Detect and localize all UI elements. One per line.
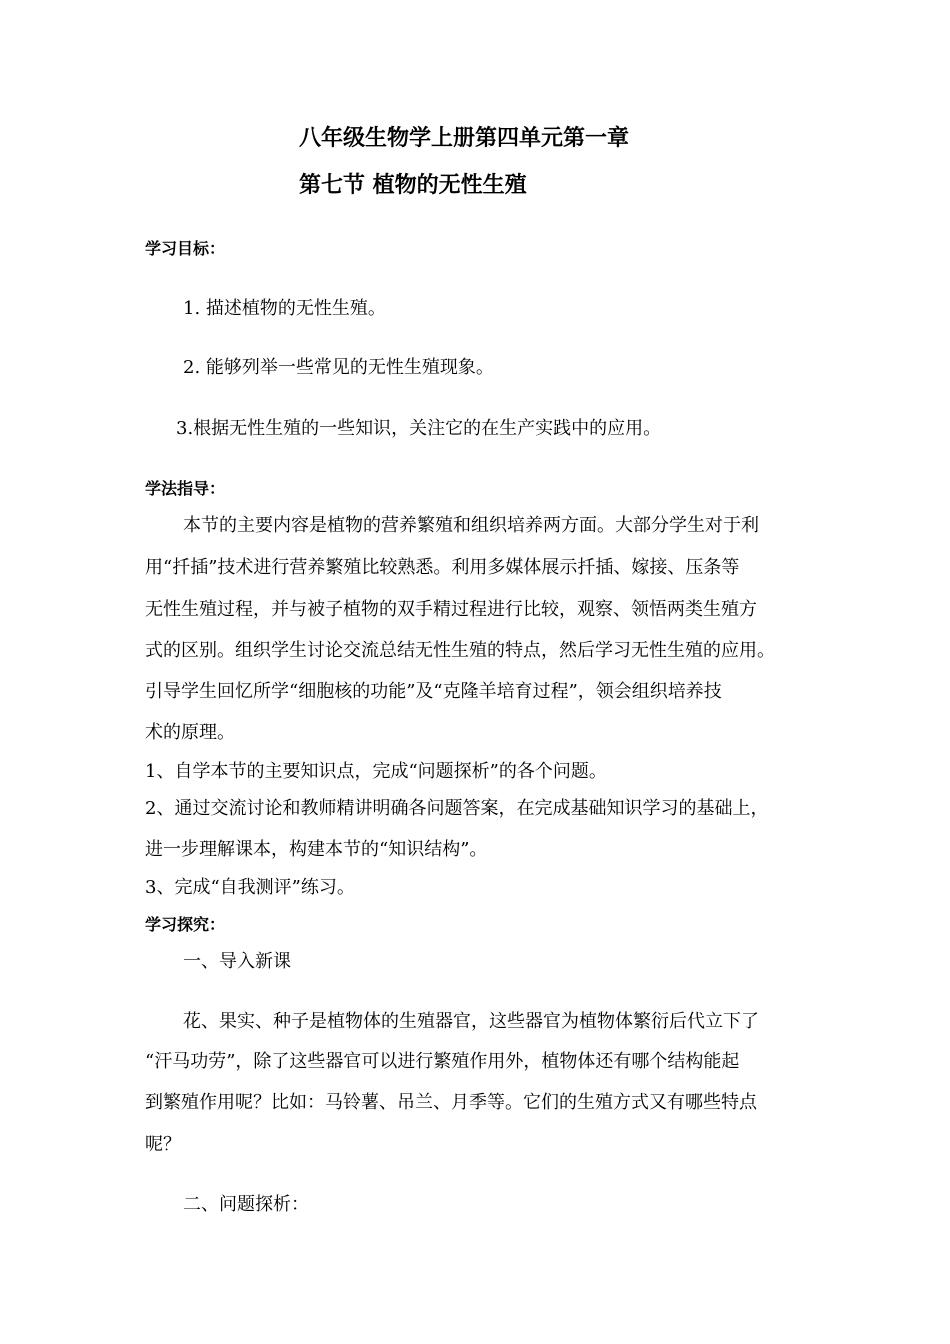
intro-paragraph-line: 花、果实、种子是植物体的生殖器官，这些器官为植物体繁衍后代立下了 (183, 1011, 759, 1032)
objective-item: 1. 描述植物的无性生殖。 (183, 298, 386, 319)
method-paragraph-line: 引导学生回忆所学“细胞核的功能”及“克隆羊培育过程”，领会组织培养技 (145, 681, 722, 702)
method-paragraph-line: 式的区别。组织学生讨论交流总结无性生殖的特点，然后学习无性生殖的应用。 (145, 640, 775, 661)
method-paragraph-line: 用“扦插”技术进行营养繁殖比较熟悉。利用多媒体展示扦插、嫁接、压条等 (145, 557, 740, 578)
method-paragraph-line: 本节的主要内容是植物的营养繁殖和组织培养两方面。大部分学生对于利 (183, 515, 759, 536)
method-paragraph-line: 术的原理。 (145, 722, 235, 743)
method-step: 3、完成“自我测评”练习。 (145, 877, 355, 898)
document-title: 八年级生物学上册第四单元第一章 (299, 126, 630, 151)
intro-paragraph-line: 呢？ (145, 1134, 181, 1155)
inquiry-section-heading: 一、导入新课 (183, 951, 291, 972)
objective-item: 2. 能够列举一些常见的无性生殖现象。 (183, 357, 494, 378)
objective-item: 3.根据无性生殖的一些知识，关注它的在生产实践中的应用。 (176, 418, 662, 439)
method-paragraph-line: 无性生殖过程，并与被子植物的双手精过程进行比较，观察、领悟两类生殖方 (145, 599, 757, 620)
inquiry-heading: 学习探究： (145, 915, 226, 934)
inquiry-section-heading: 二、问题探析： (183, 1194, 309, 1215)
method-step: 进一步理解课本，构建本节的“知识结构”。 (145, 839, 488, 860)
section-title: 第七节 植物的无性生殖 (299, 173, 527, 198)
objectives-heading: 学习目标： (145, 239, 226, 258)
method-step: 1、自学本节的主要知识点，完成“问题探析”的各个问题。 (145, 761, 607, 782)
intro-paragraph-line: 到繁殖作用呢？比如：马铃薯、吊兰、月季等。它们的生殖方式又有哪些特点 (145, 1092, 757, 1113)
method-heading: 学法指导： (145, 479, 226, 498)
method-step: 2、通过交流讨论和教师精讲明确各问题答案，在完成基础知识学习的基础上， (145, 798, 769, 819)
intro-paragraph-line: “汗马功劳”，除了这些器官可以进行繁殖作用外，植物体还有哪个结构能起 (145, 1051, 740, 1072)
